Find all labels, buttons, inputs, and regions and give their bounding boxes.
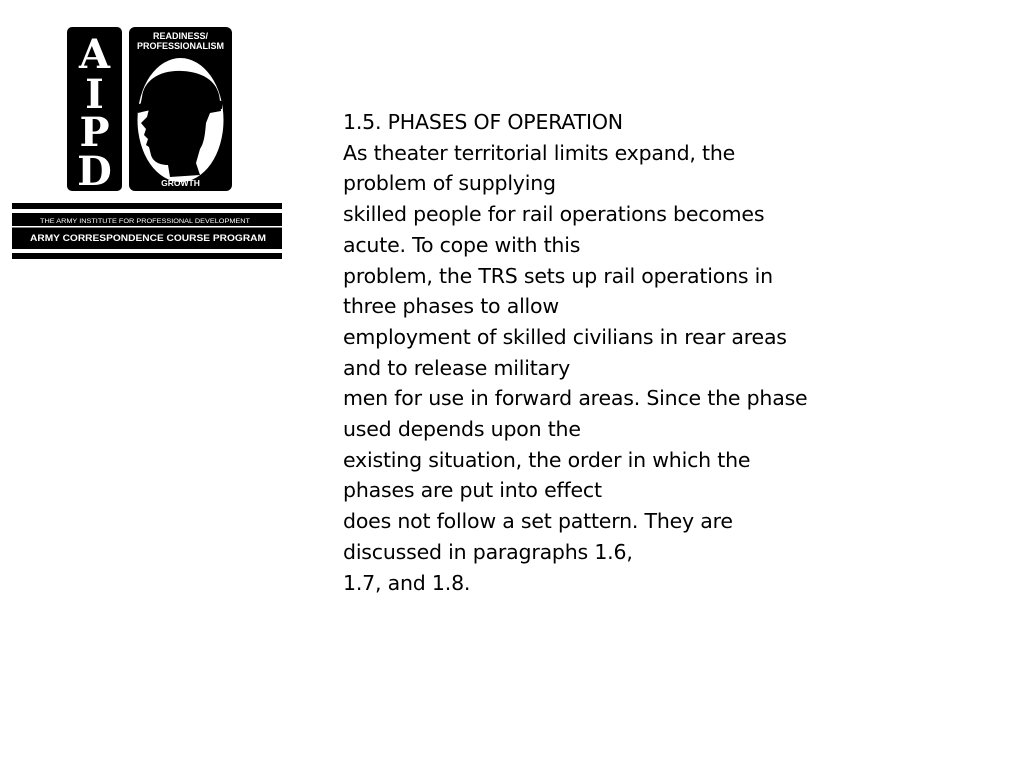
logo-program-line: ARMY CORRESPONDENCE COURSE PROGRAM: [30, 233, 266, 243]
body-line: acute. To cope with this: [343, 232, 581, 257]
logo-letter-p: P: [79, 109, 110, 156]
logo-top-text-2: PROFESSIONALISM: [136, 41, 225, 51]
body-line: As theater territorial limits expand, the: [343, 140, 736, 165]
body-line: employment of skilled civilians in rear areas: [343, 324, 787, 349]
aipd-logo: [10, 25, 284, 261]
document-body: [343, 107, 833, 598]
body-line: and to release military: [343, 355, 571, 380]
body-line: existing situation, the order in which the: [343, 447, 751, 472]
body-line: phases are put into effect: [343, 478, 602, 503]
logo-institute-line: THE ARMY INSTITUTE FOR PROFESSIONAL DEVELOPMENT: [40, 218, 251, 225]
body-line: men for use in forward areas. Since the phase: [343, 386, 808, 411]
body-line: does not follow a set pattern. They are: [343, 509, 733, 534]
logo-top-text-1: READINESS/: [152, 31, 209, 41]
body-line: skilled people for rail operations becomes: [343, 202, 765, 227]
body-line: 1.7, and 1.8.: [343, 570, 471, 595]
logo-bottom-text-1: THRU: [168, 165, 193, 175]
body-line: discussed in paragraphs 1.6,: [343, 539, 633, 564]
logo-letter-d: D: [77, 148, 112, 195]
section-heading: 1.5. PHASES OF OPERATION: [343, 110, 623, 134]
body-line: three phases to allow: [343, 294, 559, 319]
body-line: problem of supplying: [343, 171, 556, 196]
logo-letter-i: I: [85, 71, 104, 118]
logo-bottom-text-2: GROWTH: [161, 178, 200, 188]
body-line: problem, the TRS sets up rail operations in: [343, 263, 773, 288]
logo-letter-a: A: [78, 31, 111, 78]
body-line: used depends upon the: [343, 417, 581, 442]
